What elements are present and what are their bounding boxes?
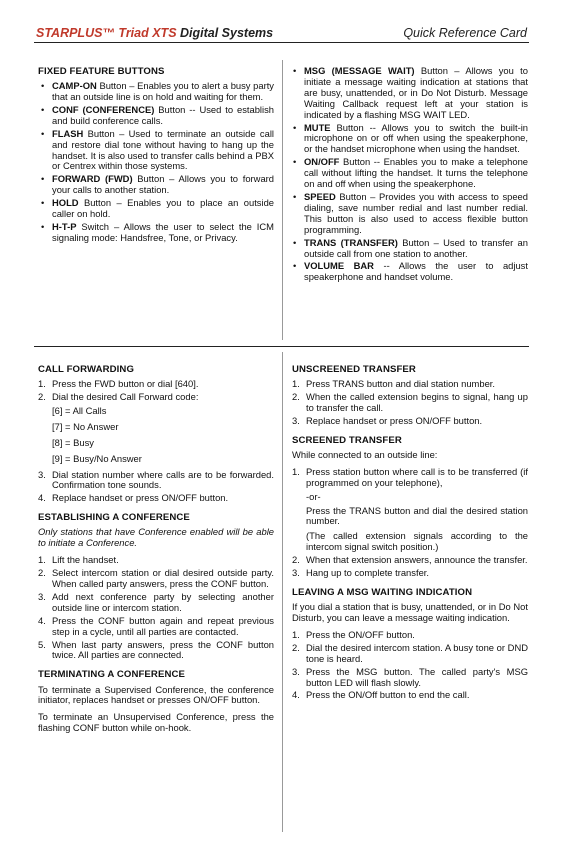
feature-name: ON/OFF [304, 156, 340, 168]
forward-code: [6] = All Calls [52, 404, 107, 416]
section-heading: TERMINATING A CONFERENCE [38, 669, 186, 681]
list-item: 1. Lift the handset. [38, 554, 119, 566]
list-item [290, 238, 528, 260]
list-item [290, 123, 528, 156]
list-item: 3. Add next conference party by selecting another outside line or intercom station. [38, 590, 274, 613]
list-item [38, 81, 274, 103]
list-item: 3. Replace handset or press ON/OFF button. [292, 414, 483, 426]
list-item: 2. When that extension answers, announce the transfer. [292, 554, 528, 566]
list-item [38, 129, 274, 173]
list-item [290, 261, 528, 283]
forward-code: [8] = Busy [52, 436, 94, 448]
brand-title [36, 26, 273, 41]
list-item: 4. Press the CONF button again and repeat previous step in a cycle, until all parties are contacted. [38, 614, 274, 637]
feature-name: CONF (CONFERENCE) [52, 103, 155, 115]
section-divider [34, 346, 529, 347]
feature-name: HOLD [52, 197, 79, 209]
section-heading: UNSCREENED TRANSFER [292, 364, 416, 375]
feature-desc: -- Allows the user to adjust speakerphone and handset volume. [304, 260, 528, 283]
feature-desc: Button – Allows you to initiate a message waiting indication at stations that are busy, unattended, or in Do Not Disturb. Message Waiting Callback request left at your station is indicated by a flashing MSG WAIT LED. [304, 65, 528, 120]
list-item: 1. Press the ON/OFF button. [292, 628, 415, 640]
feature-name: CAMP-ON [52, 80, 97, 92]
section-heading: ESTABLISHING A CONFERENCE [38, 512, 190, 524]
feature-desc: Button -- Used to establish and build conference calls. [52, 103, 274, 126]
feature-name: MUTE [304, 121, 331, 133]
list-item: 3. Dial station number where calls are to be forwarded. Confirmation tone sounds. [38, 468, 274, 491]
section-heading: SCREENED TRANSFER [292, 434, 402, 446]
feature-desc: Button – Used to terminate an outside call and restore dial tone without having to hang up the handset. It is also used to transfer calls behind a PBX or Centrex within those systems. [52, 127, 275, 172]
list-item [38, 222, 274, 244]
paragraph: To terminate an Unsupervised Conference, press the flashing CONF button while on-hook. [38, 711, 274, 734]
page-header [34, 20, 529, 43]
paragraph: While connected to an outside line: [292, 448, 438, 460]
signal-note: (The called extension signals according to the intercom signal switch position.) [306, 530, 528, 553]
feature-name: H-T-P [52, 221, 77, 232]
bottom-right-column [292, 364, 528, 703]
feature-desc: Button – Enables you to alert a busy party that an outside line is on hold and waiting for them. [52, 80, 274, 103]
list-item: 1. Press the FWD button or dial [640]. [38, 378, 199, 390]
forward-codes [52, 406, 274, 465]
feature-name: FLASH [52, 127, 84, 139]
feature-desc: Button -- Allows you to switch the built-in microphone on or off when using the speakerphone, or the handset microphone when using the handset. [304, 121, 528, 155]
alt-step: Press the TRANS button and dial the desired station number. [306, 504, 528, 527]
feature-desc: Button – Provides you with access to speed dialing, save number redial and last number redial. This button is also used to access flexible button programming. [304, 190, 528, 235]
forward-code: [7] = No Answer [52, 420, 119, 432]
list-item [290, 192, 528, 236]
brand-suffix: Digital Systems [176, 26, 274, 40]
paragraph: To terminate a Supervised Conference, the conference initiator, replaces handset or presses ON/OFF button. [38, 683, 274, 706]
list-item: 2. Select intercom station or dial desired outside party. When called party answers, press the CONF button. [38, 567, 274, 590]
section-heading: LEAVING A MSG WAITING INDICATION [292, 586, 473, 598]
list-item: 5. When last party answers, press the CONF button twice. All parties are connected. [38, 638, 274, 661]
list-item: 2. Dial the desired Call Forward code: [6] = All Calls [7] = No Answer [8] = Busy [9] = Busy/No Answer [38, 392, 274, 465]
feature-desc: Button – Allows you to forward your calls to another station. [52, 173, 274, 196]
feature-name: FORWARD (FWD) [52, 173, 133, 185]
list-item: 4. Replace handset or press ON/OFF button. [38, 492, 229, 504]
section-heading: CALL FORWARDING [38, 364, 135, 375]
list-item: 1. Press TRANS button and dial station number. [292, 378, 495, 390]
conference-note: Only stations that have Conference enabled will be able to initiate a Conference. [38, 526, 274, 549]
feature-name: MSG (MESSAGE WAIT) [304, 65, 415, 76]
list-item [290, 66, 528, 121]
card-title: Quick Reference Card [403, 26, 527, 40]
list-item [38, 105, 274, 127]
feature-desc: Button – Enables you to place an outside caller on hold. [52, 197, 274, 220]
feature-desc: Switch – Allows the user to select the ICM signaling mode: Handsfree, Tone, or Privacy. [52, 221, 274, 243]
list-item: 3. Press the MSG button. The called party's MSG button LED will flash slowly. [292, 665, 528, 688]
column-divider-top [282, 60, 283, 340]
section-heading: FIXED FEATURE BUTTONS [38, 66, 165, 77]
bottom-left-column [38, 364, 274, 740]
fixed-features-left [38, 66, 274, 246]
fixed-features-right [290, 66, 528, 285]
list-item: 2. When the called extension begins to signal, hang up to transfer the call. [292, 391, 528, 413]
feature-name: TRANS (TRANSFER) [304, 236, 398, 248]
list-item: 1. Press station button where call is to be transferred (if programmed on your telephone), -or- Press the TRANS button and dial the desired station number. (The called extension signals according to the intercom signal switch position.) [292, 465, 528, 553]
feature-desc: Button -- Enables you to make a telephone call without lifting the handset. It turns the telephone on and off when using the speakerphone. [304, 156, 528, 190]
forward-code: [9] = Busy/No Answer [52, 452, 142, 464]
or-separator: -or- [306, 490, 321, 502]
column-divider-bottom [282, 352, 283, 832]
brand-name: STARPLUS™ Triad XTS [36, 26, 177, 40]
list-item [38, 174, 274, 196]
list-item: 4. Press the ON/Off button to end the call. [292, 689, 470, 701]
feature-name: VOLUME BAR [304, 260, 374, 272]
feature-desc: Button – Used to transfer an outside call from one station to another. [304, 236, 528, 259]
list-item [38, 198, 274, 220]
list-item [290, 157, 528, 190]
list-item: 2. Dial the desired intercom station. A busy tone or DND tone is heard. [292, 641, 528, 664]
paragraph: If you dial a station that is busy, unattended, or in Do Not Disturb, you can leave a message waiting indication. [292, 601, 528, 623]
list-item: 3. Hang up to complete transfer. [292, 567, 429, 579]
feature-name: SPEED [304, 190, 336, 202]
